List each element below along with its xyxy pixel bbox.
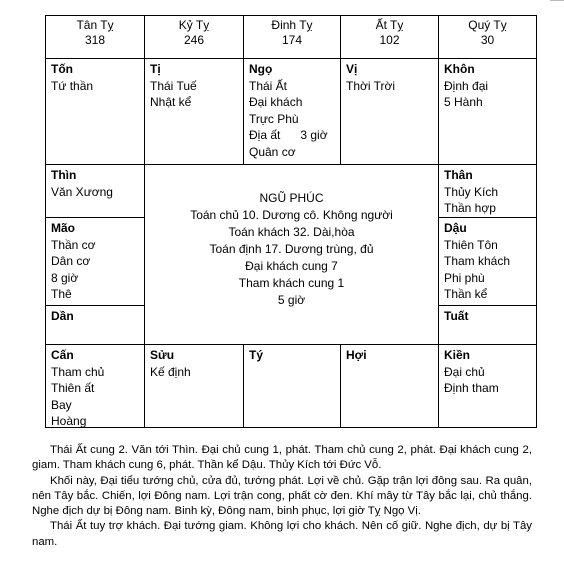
header-quy-ty: [438, 15, 537, 59]
palace-name: Tị: [150, 62, 161, 76]
palace-entry: Phi phù: [444, 270, 485, 285]
palace-name: Cấn: [51, 348, 74, 362]
palace-name: Hợi: [346, 348, 367, 362]
cell-khon: [438, 58, 537, 165]
palace-entry: Quân cơ: [249, 144, 296, 159]
paragraph: Thái Ất cung 2. Văn tới Thìn. Đại chủ cung 1, phát. Tham chủ cung 2, phát. Đại khách cung 2, giam. Tham khách cung 6, phát. Thần kể Dậu. Thủy Kích tới Đức Vỗ.: [32, 444, 532, 472]
cell-dau: [438, 217, 537, 306]
palace-entry: 8 giờ: [51, 270, 79, 285]
palace-entry: Địa ất: [249, 128, 281, 142]
palace-entry: Định đại: [444, 78, 489, 93]
palace-entry: Bay: [51, 397, 72, 412]
header-value: 246: [183, 33, 205, 47]
header-tan-ty: [45, 15, 145, 59]
center-line: Toán khách 32. Dài,hòa: [228, 225, 355, 239]
header-value: 318: [84, 33, 106, 47]
palace-entry: Đại chủ: [444, 364, 485, 379]
palace-name: Thìn: [51, 168, 77, 182]
palace-entry-extra: 3 giờ: [300, 128, 328, 142]
cell-dan: [45, 305, 145, 345]
cell-ngo: [243, 58, 341, 165]
palace-name: Dậu: [444, 221, 467, 235]
palace-entry: 5 Hành: [444, 95, 483, 109]
palace-entry: Tham chủ: [51, 364, 105, 379]
palace-name: Tuất: [444, 309, 469, 323]
palace-name: Tý: [249, 348, 264, 362]
palace-entry: Nhật kể: [150, 95, 192, 109]
cell-vi: [340, 58, 439, 165]
palace-entry: Thần hợp: [444, 201, 496, 215]
paragraph: Khối này, Đại tiểu tướng chủ, cửa đủ, tướng phát. Lợi về chủ. Gặp trận lợi đông sau. Ra quân, nên Tây bắc. Chiến, lợi Đông nam. Lợi trận cong, phất cờ đen. Khí mây từ Tây bắc lại, chủ thắng. Nghe địch dự bị Đông nam. Binh kỳ, Đông nam, binh phục, lợi giờ Tỵ Ngọ Vị.: [32, 474, 532, 518]
palace-entry: Kế định: [150, 364, 191, 379]
palace-entry: Thái Ất: [249, 78, 288, 93]
cell-thin: [45, 164, 145, 218]
center-title: NGŨ PHÚC: [259, 191, 324, 205]
cell-than: [438, 164, 537, 218]
header-name: Đinh Tỵ: [271, 18, 313, 32]
header-name: Ất Tỵ: [375, 18, 404, 32]
cell-ti: [144, 58, 244, 165]
center-line: Toán chủ 10. Dương cô. Không người: [190, 208, 393, 222]
palace-entry: Thần cơ: [51, 237, 96, 252]
center-line: Toán định 17. Dương trùng, đủ: [209, 242, 374, 256]
header-dinh-ty: [243, 15, 341, 59]
palace-name: Vị: [346, 62, 358, 76]
palace-entry: Thần kể: [444, 287, 488, 301]
palace-entry: Đại khách: [249, 95, 303, 109]
nine-palace-table: [45, 15, 537, 428]
palace-entry: Thê: [51, 287, 72, 301]
palace-entry: Tứ thần: [51, 78, 94, 93]
palace-entry: Dân cơ: [51, 254, 91, 268]
header-ky-ty: [144, 15, 244, 59]
cell-ton: [45, 58, 145, 165]
palace-name: Thân: [444, 168, 473, 182]
header-at-ty: [340, 15, 439, 59]
cell-suu: [144, 344, 244, 428]
header-value: 102: [379, 33, 400, 47]
header-name: Tân Tỵ: [76, 18, 114, 32]
palace-entry: Thời Trời: [346, 78, 396, 93]
cell-tuat: [438, 305, 537, 345]
palace-name: Kiền: [444, 348, 471, 362]
palace-name: Tốn: [51, 62, 73, 76]
palace-entry: Thiên ất: [51, 381, 95, 395]
palace-entry: Thiên Tôn: [444, 237, 498, 252]
palace-name: Khôn: [444, 62, 475, 76]
palace-name: Mão: [51, 221, 75, 235]
paragraph: Thái Ất tuy trợ khách. Đại tướng giam. Không lợi cho khách. Nên cố giữ. Nghe địch, dự bị Tây nam.: [32, 520, 532, 548]
cell-can: [45, 344, 145, 428]
palace-entry-row: [249, 127, 335, 144]
cell-hoi: [340, 344, 439, 428]
header-value: 174: [281, 33, 303, 47]
palace-entry: Hoàng: [51, 414, 87, 428]
palace-name: Ngọ: [249, 62, 273, 76]
palace-name: Sửu: [150, 348, 175, 362]
palace-entry: Định tham: [444, 381, 499, 395]
cell-kien: [438, 344, 537, 428]
center-panel: [144, 164, 439, 345]
body-text: [32, 443, 532, 550]
header-value: 30: [480, 33, 495, 47]
palace-entry: Tham khách: [444, 254, 511, 268]
palace-entry: Trực Phù: [249, 111, 299, 126]
cell-ty: [243, 344, 341, 428]
palace-entry: Thủy Kích: [444, 184, 499, 199]
palace-entry: Thái Tuế: [150, 78, 197, 93]
header-name: Kỷ Tỵ: [178, 18, 210, 32]
center-line: Đại khách cung 7: [245, 259, 338, 273]
header-name: Quý Tỵ: [468, 18, 507, 32]
center-line: 5 giờ: [277, 293, 306, 307]
palace-name: Dần: [51, 309, 74, 323]
center-line: Tham khách cung 1: [238, 276, 345, 290]
page-corner-mark: [550, 0, 564, 4]
palace-entry: Văn Xương: [51, 184, 113, 199]
cell-mao: [45, 217, 145, 306]
